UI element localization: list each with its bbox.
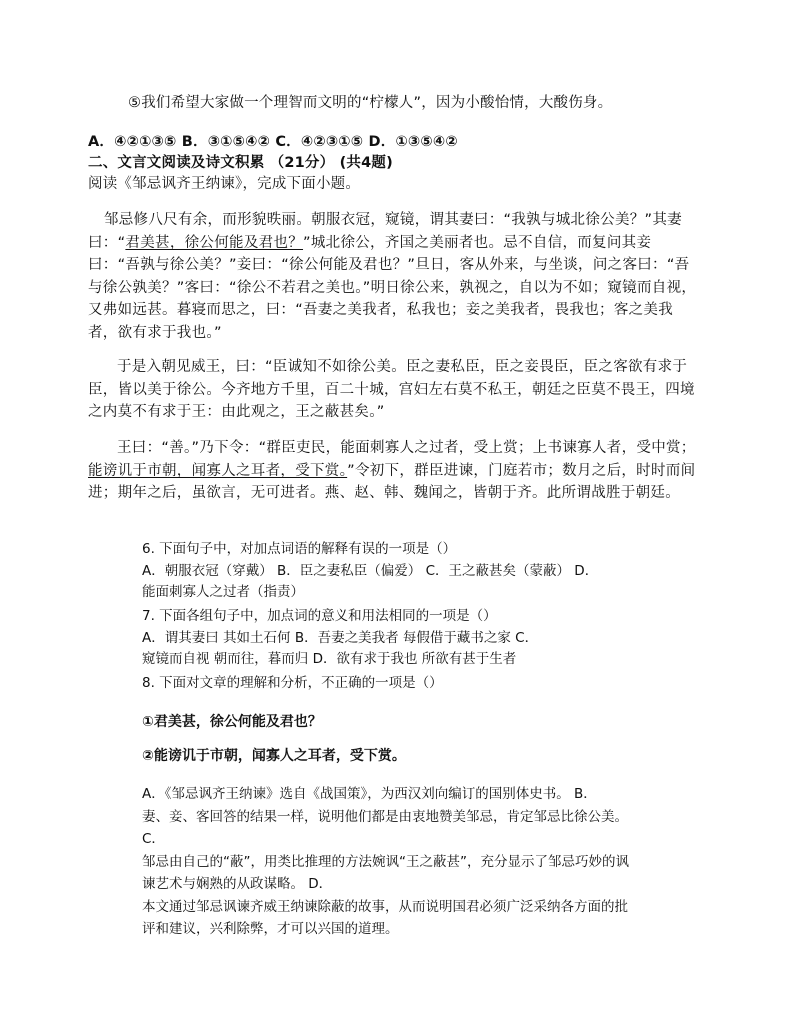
question-7: [142, 606, 702, 671]
question-6-options: A．朝服衣冠（穿戴） B．臣之妻私臣（偏爱） C．王之蔽甚矣（蒙蔽） D．: [142, 562, 599, 579]
reading-instruction: 阅读《邹忌讽齐王纳谏》，完成下面小题。: [88, 176, 361, 192]
question-8-options: A．《邹忌讽齐王纳谏》选自《战国策》，为西汉刘向编订的国别体史书。 B． 妻、妾、客回答的结果一样，说明他们都是由衷地赞美邹忌，肯定邹忌比徐公美。 C． 邹忌由自己的“蔽”，用类比推理的方法婉讽“王之蔽甚”，充分显示了邹忌巧妙的讽 谏艺术与娴熟的从政谋略。 D． 本文通过邹忌讽谏齐威王纳谏除蔽的故事，从而说明国君必须广泛采纳各方面的批 评和建议，兴利除弊，才可以兴国的道理。: [142, 786, 629, 937]
question-6: [142, 539, 702, 604]
underlined-phrase-1: 君美甚，徐公何能及君也？: [125, 234, 304, 251]
passage-paragraph-1: 邹忌修八尺有余，而形貌昳丽。朝服衣冠，窥镜，谓其妻曰：“我孰与城北徐公美？”其妻曰：“君美甚，徐公何能及君也？”城北徐公，齐国之美丽者也。忌不自信，而复问其妾曰：“吾孰与徐公美？”妾曰：“徐公何能及君也？”旦日，客从外来，与坐谈，问之客曰：“吾与徐公孰美？”客曰：“徐公不若君之美也。”明日徐公来，孰视之，自以为不如；窥镜而自视，又弗如远甚。暮寝而思之，曰：“吾妻之美我者，私我也；妾之美我者，畏我也；客之美我者，欲有求于我也。”: [88, 212, 697, 341]
question-7-options-cont: 窥镜而自视 朝而往，暮而归 D．欲有求于我也 所欲有甚于生者: [142, 651, 517, 667]
question-8: [142, 673, 702, 695]
translate-item-1: ①君美甚，徐公何能及君也？: [142, 714, 322, 730]
question-7-options: A．谓其妻曰 其如土石何 B．吾妻之美我者 每假借于藏书之家 C．: [142, 629, 539, 646]
passage-paragraph-2: 于是入朝见威王，曰：“臣诚知不如徐公美。臣之妻私臣，臣之妾畏臣，臣之客欲有求于臣，皆以美于徐公。今齐地方千里，百二十城，宫妇左右莫不私王，朝廷之臣莫不畏王，四境之内莫不有求于王：由此观之，王之蔽甚矣。”: [88, 359, 695, 420]
question-6-stem: 6. 下面句子中，对加点词语的解释有误的一项是（）: [142, 541, 457, 557]
underlined-phrase-2: 能谤讥于市朝，闻寡人之耳者，受下赏。: [88, 462, 348, 479]
top-item-five: ⑤我们希望大家做一个理智而文明的“柠檬人”，因为小酸怡情，大酸伤身。: [128, 95, 613, 111]
question-6-options-cont: 能面刺寡人之过者（指责）: [142, 584, 304, 600]
question-8-stem: 8. 下面对文章的理解和分析，不正确的一项是（）: [142, 675, 443, 691]
translate-item-2: ②能谤讥于市朝，闻寡人之耳者，受下赏。: [142, 748, 406, 764]
question-7-stem: 7. 下面各组句子中，加点词的意义和用法相同的一项是（）: [142, 608, 497, 624]
section-title: 二、文言文阅读及诗文积累 （21分） (共4题): [88, 155, 393, 171]
passage-paragraph-3: 王曰：“善。”乃下令：“群臣吏民，能面刺寡人之过者，受上赏；上书谏寡人者，受中赏；能谤讥于市朝，闻寡人之耳者，受下赏。”令初下，群臣进谏，门庭若市；数月之后，时时而间进；期年之后，虽欲言，无可进者。燕、赵、韩、魏闻之，皆朝于齐。此所谓战胜于朝廷。: [88, 440, 696, 501]
answer-options: A．④②①③⑤ B．③①⑤④② C．④②③①⑤ D．①③⑤④②: [88, 134, 458, 150]
